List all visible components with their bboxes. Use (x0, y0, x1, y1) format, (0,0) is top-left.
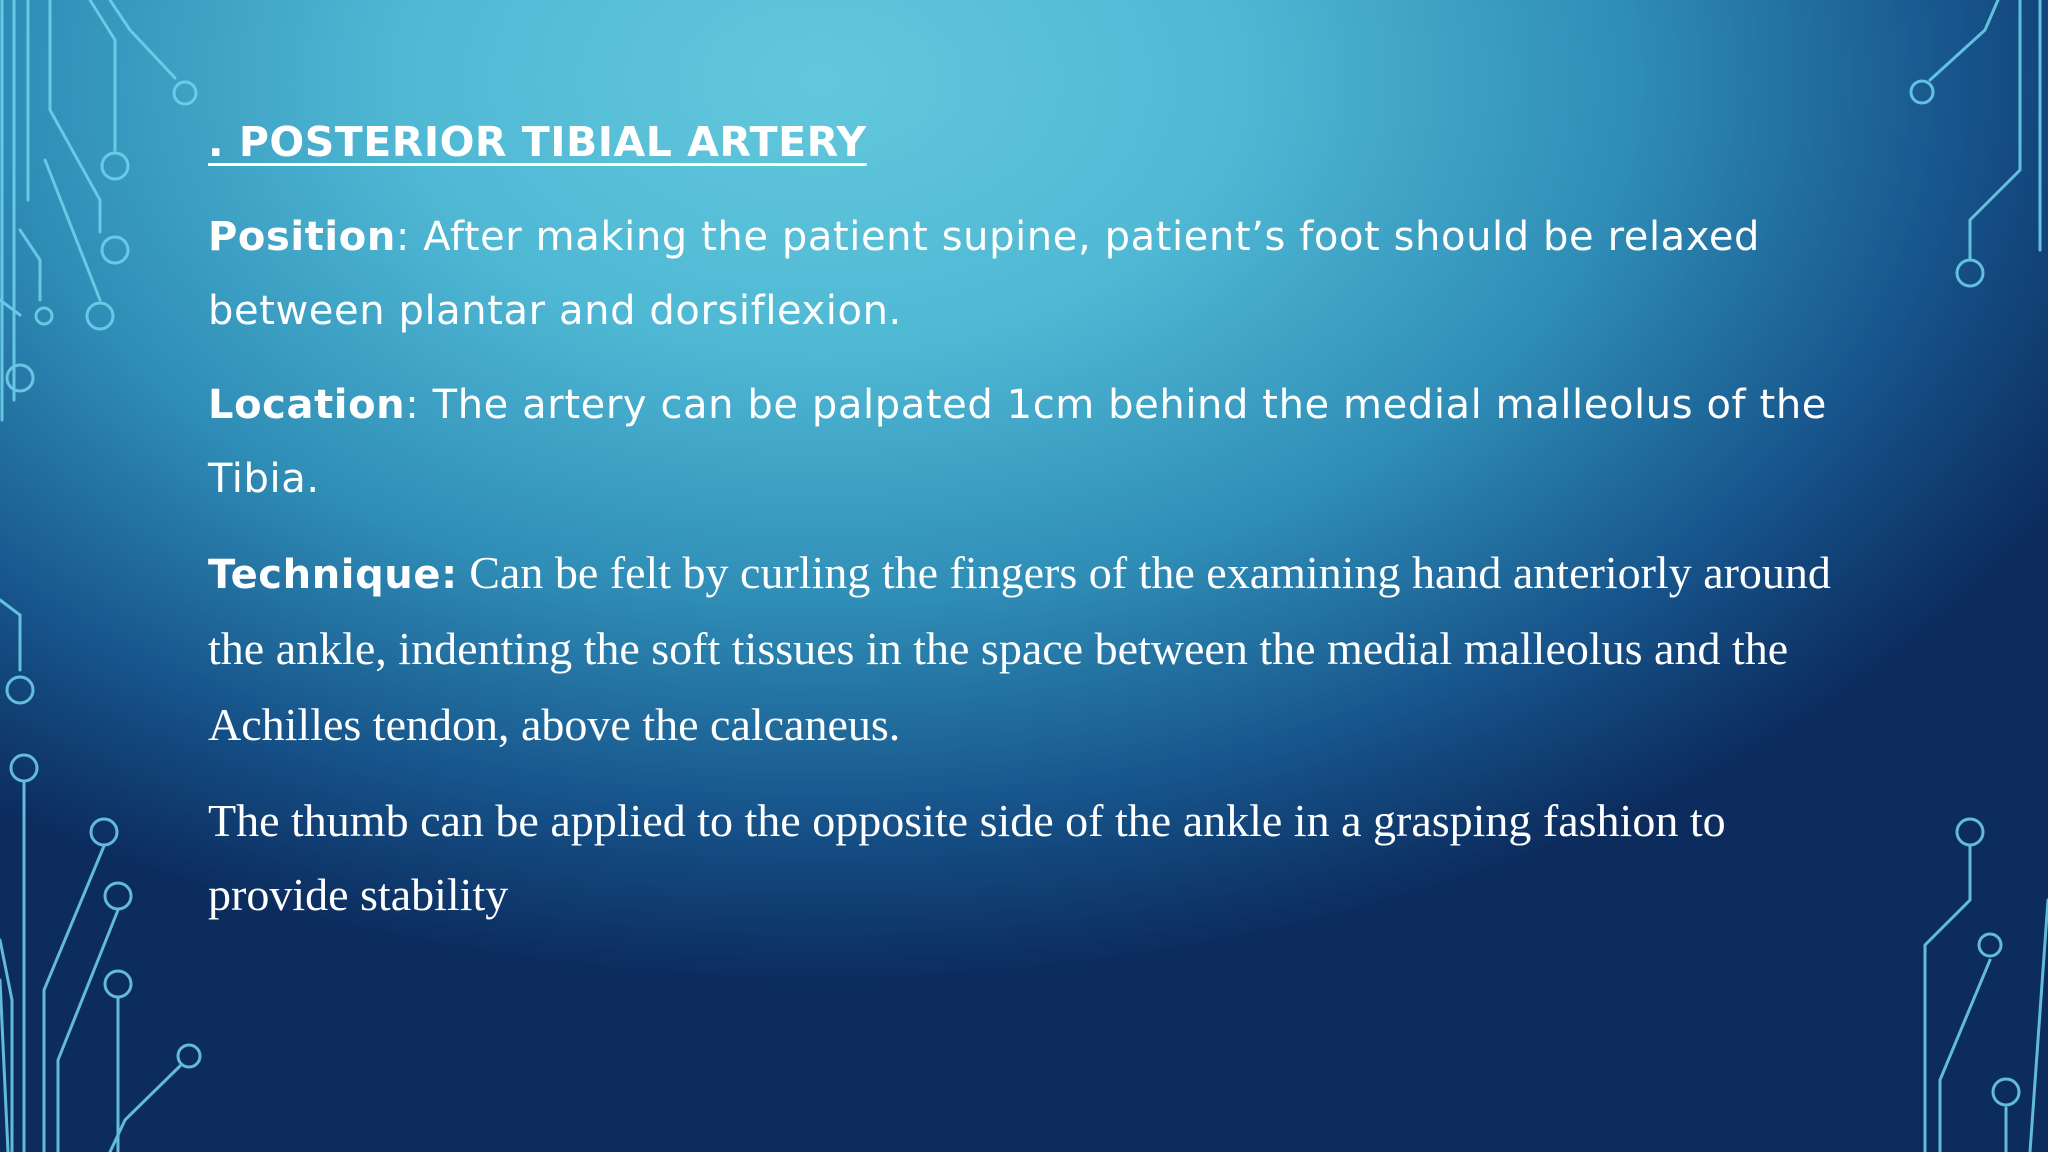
location-label: Location (208, 382, 406, 428)
location-separator: : (405, 382, 420, 428)
circuit-line (50, 0, 100, 232)
circuit-node (1957, 260, 1983, 286)
circuit-line (110, 0, 175, 78)
slide-content (208, 112, 1848, 932)
circuit-line (45, 160, 100, 300)
circuit-node (87, 303, 113, 329)
slide-title: . POSTERIOR TIBIAL ARTERY (208, 118, 867, 166)
circuit-node (36, 308, 52, 324)
circuit-line (1930, 0, 1998, 80)
circuit-line (1940, 960, 1990, 1152)
circuit-node (105, 971, 131, 997)
circuit-line (44, 846, 104, 1152)
closing-paragraph: The thumb can be applied to the opposite side of the ankle in a grasping fashion to provide stability (208, 795, 1726, 920)
circuit-node (1957, 819, 1983, 845)
location-text: The artery can be palpated 1cm behind the medial malleolus of the Tibia. (208, 382, 1827, 502)
circuit-line (110, 1066, 180, 1152)
circuit-node (7, 677, 33, 703)
circuit-node (7, 365, 33, 391)
circuit-node (102, 237, 128, 263)
position-label: Position (208, 214, 396, 260)
position-separator: : (395, 214, 410, 260)
technique-separator: : (441, 552, 458, 598)
circuit-line (90, 0, 115, 150)
circuit-line (0, 600, 20, 670)
technique-text: Can be felt by curling the fingers of the examining hand anteriorly around the ankle, indenting the soft tissues in the space between the medial malleolus and the Achilles tendon, above the calcaneus. (208, 547, 1831, 750)
circuit-line (0, 980, 8, 1152)
circuit-node (1911, 81, 1933, 103)
circuit-node (178, 1045, 200, 1067)
circuit-node (105, 883, 131, 909)
circuit-node (102, 153, 128, 179)
circuit-node (1979, 934, 2001, 956)
position-paragraph (208, 200, 1848, 348)
circuit-node (11, 755, 37, 781)
technique-label: Technique (208, 552, 442, 598)
circuit-node (174, 82, 196, 104)
position-text: After making the patient supine, patient’s foot should be relaxed between plantar and dorsiflexion. (208, 214, 1761, 334)
circuit-node (91, 819, 117, 845)
location-paragraph (208, 368, 1848, 516)
circuit-line (2030, 900, 2048, 1152)
circuit-line (1925, 846, 1970, 1152)
circuit-line (58, 910, 118, 1152)
circuit-node (1993, 1079, 2019, 1105)
circuit-line (20, 230, 40, 300)
technique-paragraph (208, 536, 1848, 764)
